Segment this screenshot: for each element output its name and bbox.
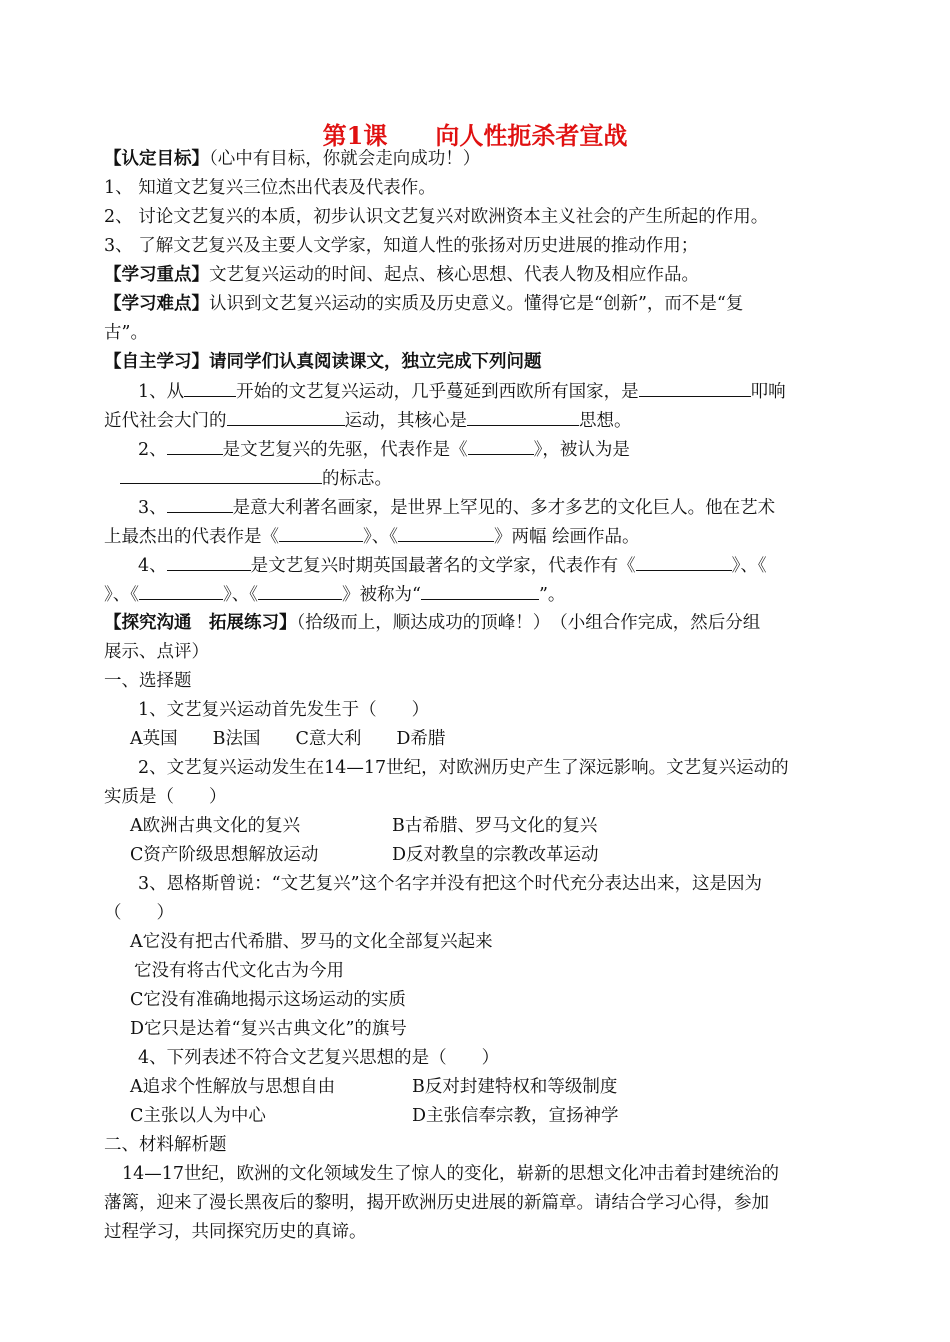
q2-text: 2、 — [138, 440, 167, 460]
difficulty-line — [104, 293, 743, 315]
material-section-title: 二、材料解析题 — [104, 1135, 227, 1155]
material-paragraph: 14—17世纪，欧洲的文化领域发生了惊人的变化，崭新的思想文化冲击着封建统治的 — [122, 1164, 780, 1184]
fill-blank[interactable] — [421, 583, 539, 600]
self-study-q2 — [138, 438, 630, 461]
self-study-q3-cont — [104, 525, 640, 548]
fill-blank[interactable] — [120, 467, 322, 484]
q4-text: 4、 — [138, 556, 167, 576]
choice-q2-option-d: D反对教皇的宗教改革运动 — [392, 845, 599, 865]
q1-text: 运动，其核心是 — [344, 411, 467, 431]
fill-blank[interactable] — [167, 496, 233, 513]
fill-blank[interactable] — [184, 380, 236, 397]
q2-text: 的标志。 — [322, 469, 392, 489]
choice-q2-option-a: A欧洲古典文化的复兴 — [130, 816, 301, 836]
material-paragraph-cont: 过程学习，共同探究历史的真谛。 — [104, 1222, 367, 1242]
difficulty-text-cont: 古”。 — [104, 323, 148, 343]
choice-q3-option-b: 它没有将古代文化古为今用 — [134, 961, 344, 981]
self-study-q4-cont — [104, 583, 565, 606]
goal-item: 3、 了解文艺复兴及主要人文学家，知道人性的张扬对历史进展的推动作用； — [104, 236, 699, 256]
choice-q2-cont: 实质是（ ） — [104, 787, 227, 807]
goal-item: 1、 知道文艺复兴三位杰出代表及代表作。 — [104, 178, 436, 198]
self-study-q1 — [138, 380, 786, 403]
choice-q4-option-c: C主张以人为中心 — [130, 1106, 266, 1126]
choice-q4-option-b: B反对封建特权和等级制度 — [412, 1077, 618, 1097]
q4-text: 》被称为“ — [342, 585, 421, 605]
explore-heading: 【探究沟通 拓展练习】 — [104, 613, 297, 633]
q4-text: 是文艺复兴时期英国最著名的文学家，代表作有《 — [250, 556, 636, 576]
choice-q3-option-a: A它没有把古代希腊、罗马的文化全部复兴起来 — [130, 932, 493, 952]
material-paragraph-cont: 藩篱，迎来了漫长黑夜后的黎明，揭开欧洲历史进展的新篇章。请结合学习心得，参加 — [104, 1193, 769, 1213]
q2-text: 是文艺复兴的先驱，代表作是《 — [222, 440, 468, 460]
page-title: 第1课 向人性扼杀者宣战 — [322, 121, 628, 150]
q1-text: 1、从 — [138, 382, 185, 402]
explore-note-cont: 展示、点评） — [104, 642, 209, 662]
q3-text: 》两幅 绘画作品。 — [494, 527, 640, 547]
goals-note: （心中有目标，你就会走向成功！） — [209, 149, 481, 169]
fill-blank[interactable] — [227, 409, 345, 426]
fill-blank[interactable] — [398, 525, 494, 542]
fill-blank[interactable] — [167, 554, 251, 571]
self-study-heading: 【自主学习】请同学们认真阅读课文，独立完成下列问题 — [104, 352, 542, 372]
q4-text: 》、《 — [731, 556, 767, 576]
self-study-q2-cont — [104, 467, 392, 490]
q1-text: 叩响 — [750, 382, 786, 402]
q3-text: 3、 — [138, 498, 167, 518]
goals-heading-line — [104, 148, 480, 170]
q3-text: 上最杰出的代表作是《 — [104, 527, 279, 547]
fill-blank[interactable] — [279, 525, 363, 542]
choice-q3-cont: （ ） — [104, 903, 174, 923]
q1-text: 思想。 — [579, 411, 632, 431]
difficulty-heading: 【学习难点】 — [104, 294, 209, 314]
key-points-text: 文艺复兴运动的时间、起点、核心思想、代表人物及相应作品。 — [209, 265, 699, 285]
choice-section-title: 一、选择题 — [104, 671, 192, 691]
fill-blank[interactable] — [636, 554, 732, 571]
fill-blank[interactable] — [167, 438, 223, 455]
self-study-q3 — [138, 496, 775, 519]
choice-q3-option-c: C它没有准确地揭示这场运动的实质 — [130, 990, 406, 1010]
explore-note: （拾级而上，顺达成功的顶峰！） （小组合作完成，然后分组 — [296, 613, 761, 633]
choice-q4: 4、下列表述不符合文艺复兴思想的是（ ） — [138, 1048, 500, 1068]
goals-heading: 【认定目标】 — [104, 149, 209, 169]
q1-text: 近代社会大门的 — [104, 411, 227, 431]
explore-line — [104, 612, 760, 634]
fill-blank[interactable] — [258, 583, 342, 600]
fill-blank[interactable] — [467, 409, 579, 426]
q4-text: 》、《 — [104, 585, 139, 605]
choice-q3: 3、恩格斯曾说：“文艺复兴”这个名字并没有把这个时代充分表达出来，这是因为 — [138, 874, 763, 894]
q4-text: ”。 — [538, 585, 566, 605]
choice-q4-option-a: A追求个性解放与思想自由 — [130, 1077, 336, 1097]
choice-q2-option-b: B古希腊、罗马文化的复兴 — [392, 816, 598, 836]
q3-text: 是意大利著名画家，是世界上罕见的、多才多艺的文化巨人。他在艺术 — [232, 498, 776, 518]
choice-q3-option-d: D它只是达着“复兴古典文化”的旗号 — [130, 1019, 407, 1039]
q4-text: 》、《 — [223, 585, 258, 605]
key-points-heading: 【学习重点】 — [104, 265, 209, 285]
choice-q2: 2、文艺复兴运动发生在14—17世纪，对欧洲历史产生了深远影响。文艺复兴运动的 — [138, 758, 789, 778]
choice-q2-option-c: C资产阶级思想解放运动 — [130, 845, 319, 865]
difficulty-text: 认识到文艺复兴运动的实质及历史意义。懂得它是“创新”，而不是“复 — [209, 294, 744, 314]
fill-blank[interactable] — [639, 380, 751, 397]
choice-q1: 1、文艺复兴运动首先发生于（ ） — [138, 700, 430, 720]
fill-blank[interactable] — [139, 583, 223, 600]
choice-q4-option-d: D主张信奉宗教，宣扬神学 — [412, 1106, 619, 1126]
goal-item: 2、 讨论文艺复兴的本质，初步认识文艺复兴对欧洲资本主义社会的产生所起的作用。 — [104, 207, 769, 227]
q3-text: 》、《 — [363, 527, 398, 547]
fill-blank[interactable] — [468, 438, 534, 455]
self-study-q4 — [138, 554, 767, 577]
q2-text: 》，被认为是 — [533, 440, 630, 460]
key-points-line — [104, 264, 699, 286]
choice-q1-options: A英国 B法国 C意大利 D希腊 — [130, 729, 446, 749]
q1-text: 开始的文艺复兴运动，几乎蔓延到西欧所有国家，是 — [236, 382, 639, 402]
self-study-q1-cont — [104, 409, 632, 432]
